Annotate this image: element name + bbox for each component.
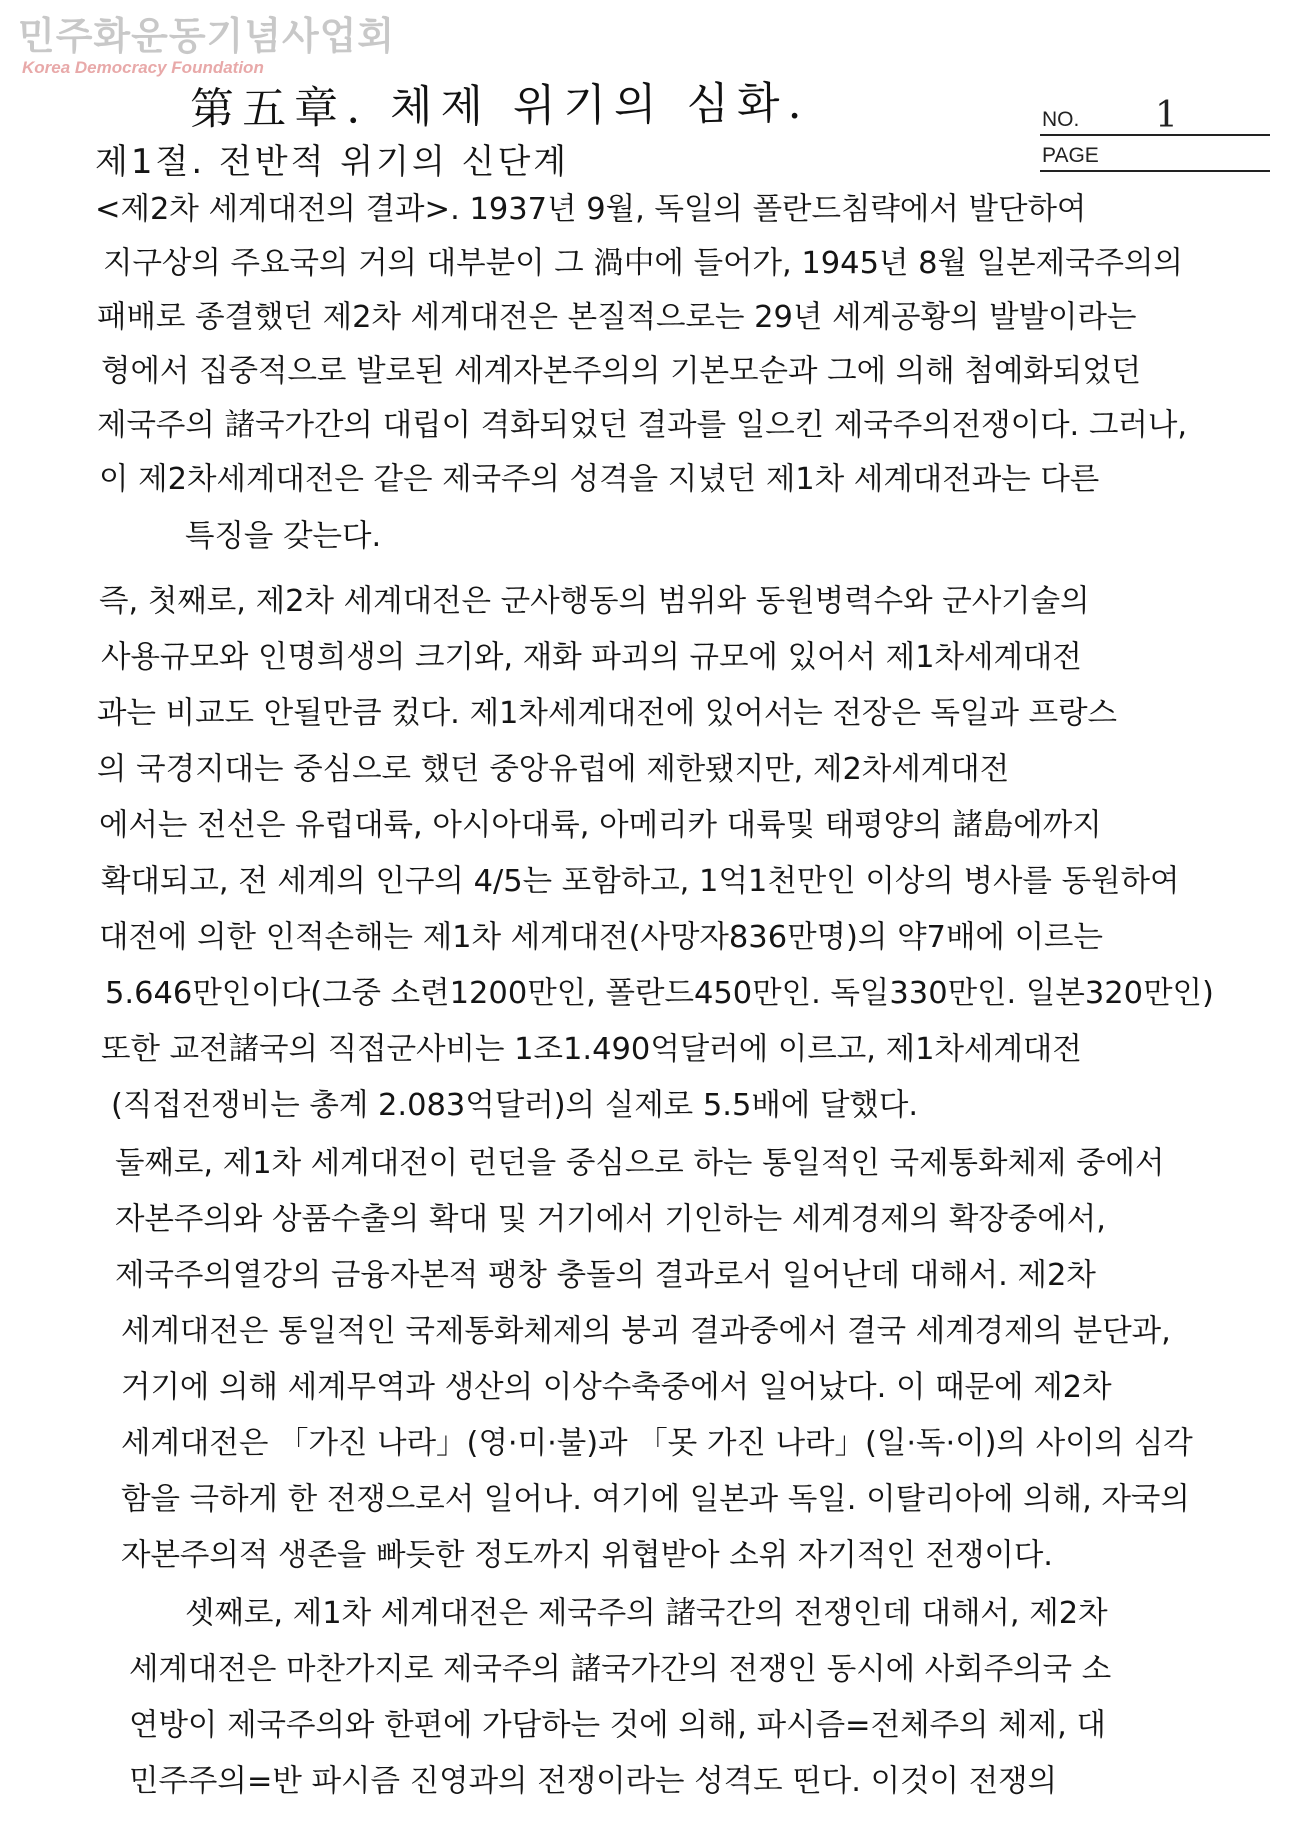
text-line: 대전에 의한 인적손해는 제1차 세계대전(사망자836만명)의 약7배에 이르는 bbox=[99, 920, 1103, 955]
text-line: 즉, 첫째로, 제2차 세계대전은 군사행동의 범위와 동원병력수와 군사기술의 bbox=[99, 584, 1090, 619]
watermark-korean: 민주화운동기념사업회 bbox=[18, 14, 396, 58]
text-line: 민주주의=반 파시즘 진영과의 전쟁이라는 성격도 띤다. 이것이 전쟁의 bbox=[129, 1764, 1058, 1799]
page-no-value: 1 bbox=[1155, 95, 1178, 136]
section-title: 제1절. 전반적 위기의 신단계 bbox=[95, 142, 570, 182]
text-line: 확대되고, 전 세계의 인구의 4/5는 포함하고, 1억1천만인 이상의 병사를 동원하여 bbox=[101, 864, 1180, 899]
text-line: 지구상의 주요국의 거의 대부분이 그 渦中에 들어가, 1945년 8월 일본제국주의의 bbox=[103, 246, 1183, 281]
text-line: 거기에 의해 세계무역과 생산의 이상수축중에서 일어났다. 이 때문에 제2차 bbox=[121, 1370, 1112, 1405]
text-line: 자본주의와 상품수출의 확대 및 거기에서 기인하는 세계경제의 확장중에서, bbox=[115, 1202, 1106, 1237]
text-line: (직접전쟁비는 총계 2.083억달러)의 실제로 5.5배에 달했다. bbox=[111, 1088, 919, 1123]
chapter-title: 第五章. 체제 위기의 심화. bbox=[189, 77, 810, 136]
watermark-english: Korea Democracy Foundation bbox=[22, 58, 264, 77]
manuscript-body bbox=[95, 140, 1275, 1820]
page-label: PAGE bbox=[1042, 144, 1099, 167]
text-line: 자본주의적 생존을 빠듯한 정도까지 위협받아 소위 자기적인 전쟁이다. bbox=[121, 1538, 1053, 1573]
text-line: 연방이 제국주의와 한편에 가담하는 것에 의해, 파시즘=전체주의 체제, 대 bbox=[129, 1708, 1106, 1743]
text-line: 둘째로, 제1차 세계대전이 런던을 중심으로 하는 통일적인 국제통화체제 중에서 bbox=[115, 1146, 1165, 1181]
text-line: 형에서 집중적으로 발로된 세계자본주의의 기본모순과 그에 의해 첨예화되었던 bbox=[101, 354, 1142, 389]
text-line: <제2차 세계대전의 결과>. 1937년 9월, 독일의 폴란드침략에서 발단하여 bbox=[95, 192, 1087, 227]
watermark bbox=[18, 14, 395, 78]
page-no-label: NO. bbox=[1042, 108, 1080, 131]
text-line: 패배로 종결했던 제2차 세계대전은 본질적으로는 29년 세계공황의 발발이라는 bbox=[97, 300, 1137, 335]
text-line: 5.646만인이다(그중 소련1200만인, 폴란드450만인. 독일330만인. 일본320만인) bbox=[105, 976, 1214, 1011]
page-no-row bbox=[1040, 95, 1270, 136]
text-line: 셋째로, 제1차 세계대전은 제국주의 諸국간의 전쟁인데 대해서, 제2차 bbox=[185, 1596, 1108, 1631]
text-line: 에서는 전선은 유럽대륙, 아시아대륙, 아메리카 대륙및 태평양의 諸島에까지 bbox=[99, 808, 1102, 843]
text-line: 제국주의열강의 금융자본적 팽창 충돌의 결과로서 일어난데 대해서. 제2차 bbox=[115, 1258, 1096, 1293]
text-line: 과는 비교도 안될만큼 컸다. 제1차세계대전에 있어서는 전장은 독일과 프랑스 bbox=[97, 696, 1118, 731]
text-line: 사용규모와 인명희생의 크기와, 재화 파괴의 규모에 있어서 제1차세계대전 bbox=[101, 640, 1082, 675]
text-line: 또한 교전諸국의 직접군사비는 1조1.490억달러에 이르고, 제1차세계대전 bbox=[101, 1032, 1082, 1067]
text-line: 세계대전은 통일적인 국제통화체제의 붕괴 결과중에서 결국 세계경제의 분단과, bbox=[121, 1314, 1171, 1349]
text-line: 제국주의 諸국가간의 대립이 격화되었던 결과를 일으킨 제국주의전쟁이다. 그러나, bbox=[97, 408, 1188, 443]
text-line: 세계대전은 「가진 나라」(영·미·불)과 「못 가진 나라」(일·독·이)의 사이의 심각 bbox=[121, 1426, 1193, 1461]
text-line: 이 제2차세계대전은 같은 제국주의 성격을 지녔던 제1차 세계대전과는 다른 bbox=[99, 462, 1100, 497]
text-line: 함을 극하게 한 전쟁으로서 일어나. 여기에 일본과 독일. 이탈리아에 의해, 자국의 bbox=[121, 1482, 1190, 1517]
text-line: 세계대전은 마찬가지로 제국주의 諸국가간의 전쟁인 동시에 사회주의국 소 bbox=[129, 1652, 1112, 1687]
text-line: 의 국경지대는 중심으로 했던 중앙유럽에 제한됐지만, 제2차세계대전 bbox=[97, 752, 1010, 787]
text-line: 특징을 갖는다. bbox=[185, 519, 382, 554]
